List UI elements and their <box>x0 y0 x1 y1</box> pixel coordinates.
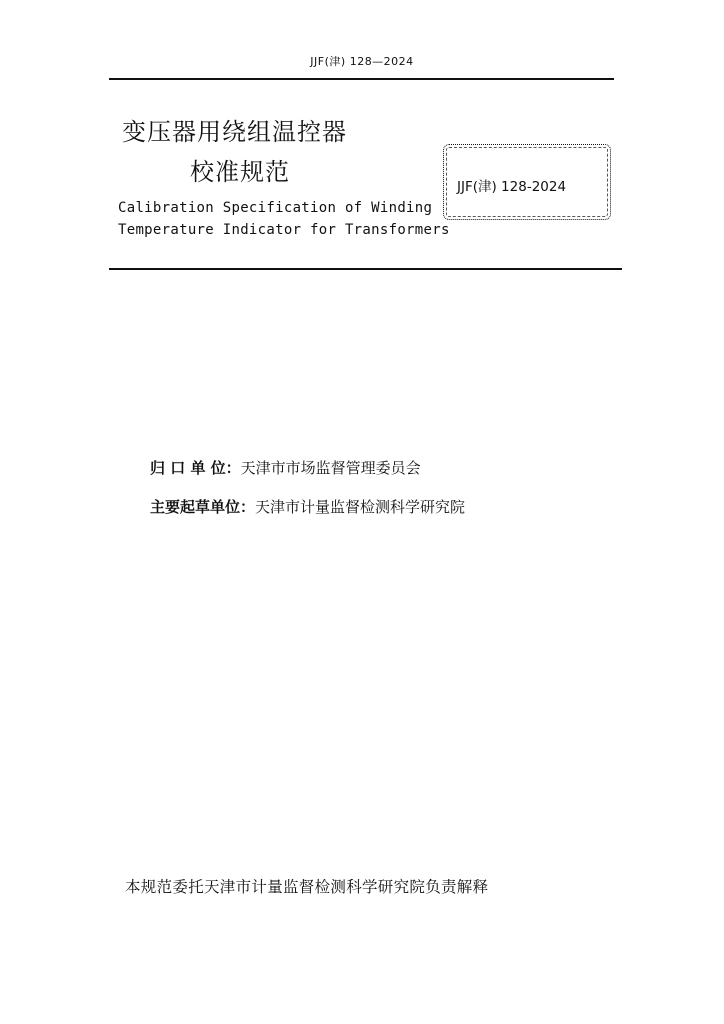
title-line-1: 变压器用绕组温控器 <box>122 118 347 146</box>
english-title-line-2: Temperature Indicator for Transformers <box>118 222 450 238</box>
responsible-unit-label: 归 口 单 位： <box>150 459 241 477</box>
drafting-unit-label: 主要起草单位： <box>150 498 256 516</box>
code-box-text: JJF(津) 128-2024 <box>457 179 567 195</box>
english-title-line-1: Calibration Specification of Winding <box>118 200 433 216</box>
middle-rule <box>109 268 622 270</box>
english-title <box>118 197 450 241</box>
responsible-unit-value: 天津市市场监督管理委员会 <box>240 459 421 477</box>
header-code: JJF(津) 128—2024 <box>310 55 414 68</box>
interpretation-note: 本规范委托天津市计量监督检测科学研究院负责解释 <box>125 878 489 896</box>
responsible-unit-row <box>150 457 421 478</box>
drafting-unit-row <box>150 496 465 517</box>
top-rule <box>109 78 614 80</box>
title-line-2: 校准规范 <box>190 158 290 186</box>
drafting-unit-value: 天津市计量监督检测科学研究院 <box>255 498 466 516</box>
